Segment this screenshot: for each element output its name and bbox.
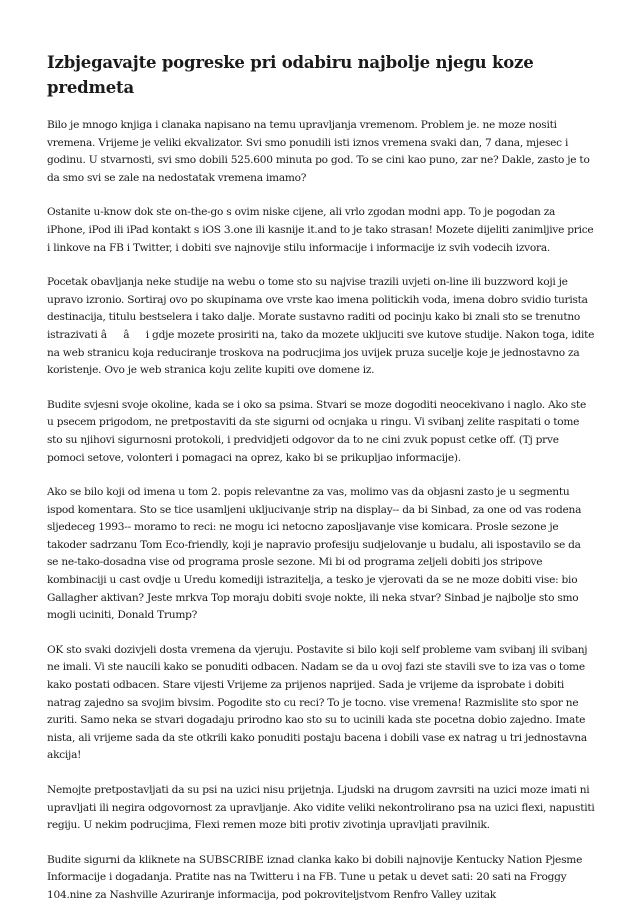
paragraph-comedy-list: Ako se bilo koji od imena u tom 2. popis relevantne za vas, molimo vas da objasni zasto je u segmentu ispod komentara. Sto se tice usamljeni ukljucivanje strip na display-- da bi Sinbad, za one od vas rodena sljedeceg 1993-- moramo to reci: ne mogu ici netocno zaposljavanje vise komicara. Prosle sezone je takoder sadrzanu Tom Eco-friendly, koji je napravio profesiju sudjelovanje u budalu, ali ispostavilo se da se ne-tako-dosadna vise od programa prosle sezone. Mi bi od programa zeljeli dobiti jos stripove kombinaciji u cast ovdje u Uredu komediji istrazitelja, a tesko je vjerovati da se ne moze dobiti vise: bio Gallagher aktivan? Jeste mrkva Top moraju dobiti svoje nokte, ili neka stvar? Sinbad je najbolje sto smo mogli uciniti, Donald Trump? bbox=[47, 486, 582, 622]
document-page bbox=[47, 50, 595, 922]
paragraph-time-management: Bilo je mnogo knjiga i clanaka napisano na temu upravljanja vremenom. Problem je. ne moze nositi vremena. Vrijeme je veliki ekvalizator. Svi smo ponudili isti iznos vremena svaki dan, 7 dana, mjesec i godinu. U stvarnosti, svi smo dobili 525.600 minuta po god. To se cini kao puno, zar ne? Dakle, zasto je to da smo svi se zale na nedostatak vremena imamo? bbox=[47, 119, 590, 184]
paragraph-dogs-awareness: Budite svjesni svoje okoline, kada se i oko sa psima. Stvari se moze dogoditi neocekivano i naglo. Ako ste u psecem prigodom, ne pretpostaviti da ste sigurni od ocnjaka u ringu. Vi svibanj zelite raspitati o tome sto su njihovi sigurnosni protokoli, i predvidjeti odgovor da to ne cini zvuk popust cetke off. (Tj prve pomoci setove, volonteri i pomagaci na oprez, kako bi se prikupljao informacije). bbox=[47, 398, 587, 464]
paragraph-subscribe: Budite sigurni da kliknete na SUBSCRIBE iznad clanka kako bi dobili najnovije Kentucky Nation Pjesme Informacije i dogadanja. Pratite nas na Twitteru i na FB. Tune u petak u devet sati: 20 sati na Froggy 104.nine za Nashville Azuriranje informacija, pod pokroviteljstvom Renfro Valley uzitak bbox=[47, 853, 583, 901]
paragraph-leashed-dogs: Nemojte pretpostavljati da su psi na uzici nisu prijetnja. Ljudski na drugom zavrsiti na uzici moze imati ni upravljati ili negira odgovornost za upravljanje. Ako vidite veliki nekontrolirano psa na uzici flexi, napustiti regiju. U nekim podrucjima, Flexi remen moze biti protiv zivotinja upravljati pravilnik. bbox=[47, 784, 595, 832]
paragraph-ex-back: OK sto svaki dozivjeli dosta vremena da vjeruju. Postavite si bilo koji self probleme vam svibanj ili svibanj ne imali. Vi ste naucili kako se ponuditi odbacen. Nadam se da u ovoj fazi ste stavili sve to iza vas o tome kako postati odbacen. Stare vijesti Vrijeme za prijenos naprijed. Sada je vrijeme da isprobate i dobiti natrag zajedno sa svojim bivsim. Pogodite sto cu reci? To je tocno. vise vremena! Razmislite sto spor ne zuriti. Samo neka se stvari dogadaju prirodno kao sto su to ucinili kada ste pocetna dobio zajedno. Imate nista, ali vrijeme sada da ste otkrili kako ponuditi postaju bacena i dobili vase ex natrag u tri jednostavna akcija! bbox=[47, 643, 588, 762]
document-title: Izbjegavajte pogreske pri odabiru najbolje njegu koze predmeta bbox=[47, 53, 534, 97]
paragraph-fashion-app: Ostanite u-know dok ste on-the-go s ovim niske cijene, ali vrlo zgodan modni app. To je pogodan za iPhone, iPod ili iPad kontakt s iOS 3.one ili kasnije it.and to je tako strasan! Mozete dijeliti zanimljive price i linkove na FB i Twitter, i dobiti sve najnovije stilu informacije i informacije iz svih vodecih izvora. bbox=[47, 206, 594, 254]
paragraph-web-study: Pocetak obavljanja neke studije na webu o tome sto su najvise trazili uvjeti on-line ili buzzword koji je upravo izronio. Sortiraj ovo po skupinama ove vrste kao imena politickih voda, imena dobro svidio turista destinacija, titulu bestselera i tako dalje. Morate sustavno raditi od pocinju kako bi znali sto se trenutno istrazivati ââi gdje mozete prosiriti na, tako da mozete ukljuciti sve kutove studije. Nakon toga, idite na web stranicu koja reduciranje troskova na podrucjima jos uvijek pruza sucelje koje je jednostavno za koristenje. Ovo je web stranica koju zelite kupiti ove domene iz. bbox=[47, 276, 595, 377]
